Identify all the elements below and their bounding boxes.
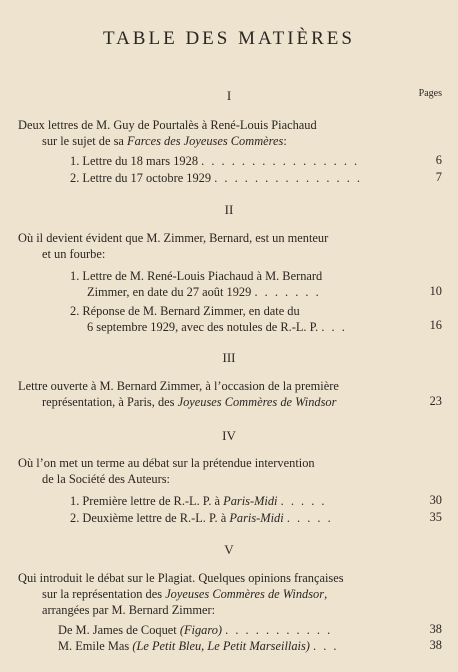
heading-line: représentation, à Paris, des Joyeuses Commères de Windsor (42, 395, 337, 409)
toc-entry[interactable]: 1. Première lettre de R.-L. P. à Paris-Midi . . . . . (70, 494, 327, 508)
page-number: 10 (429, 284, 442, 298)
heading-line: sur le sujet de sa Farces des Joyeuses Commères: (42, 134, 287, 148)
heading-line: Où l’on met un terme au débat sur la prétendue intervention (18, 456, 315, 470)
heading-line: et un fourbe: (42, 247, 106, 261)
section-numeral: III (222, 350, 236, 365)
page-number: 38 (429, 638, 442, 652)
section-heading (18, 230, 433, 262)
section-heading[interactable] (18, 378, 433, 410)
section-heading (18, 117, 433, 149)
heading-line: Lettre ouverte à M. Bernard Zimmer, à l’occasion de la première (18, 379, 339, 393)
heading-line: Deux lettres de M. Guy de Pourtalès à René-Louis Piachaud (18, 118, 317, 132)
section-numeral: V (224, 542, 234, 557)
heading-line: Qui introduit le débat sur le Plagiat. Quelques opinions françaises (18, 571, 344, 585)
toc-entry[interactable]: De M. James de Coquet (Figaro) . . . . . . . . . . . (58, 623, 333, 637)
toc-entry[interactable]: 1. Lettre du 18 mars 1928 . . . . . . . . . . . . . . . . (70, 154, 360, 168)
page-number: 23 (429, 394, 442, 408)
toc-entry[interactable]: M. Emile Mas (Le Petit Bleu, Le Petit Marseillais) . . . (58, 639, 339, 653)
section-numeral: II (224, 202, 234, 217)
page-title: TABLE DES MATIÈRES (103, 28, 355, 49)
section-numeral: I (226, 88, 232, 103)
toc-entry[interactable]: 1. Lettre de M. René-Louis Piachaud à M. Bernard Zimmer, en date du 27 août 1929 . . . . . . . (70, 269, 323, 299)
page-number: 6 (435, 153, 442, 167)
section-numeral: IV (222, 428, 236, 443)
page-number: 38 (429, 622, 442, 636)
page-number: 30 (429, 493, 442, 507)
pages-column-label: Pages (418, 88, 442, 99)
toc-entry[interactable]: 2. Deuxième lettre de R.-L. P. à Paris-Midi . . . . . (70, 511, 333, 525)
toc-entry[interactable]: 2. Lettre du 17 octobre 1929 . . . . . . . . . . . . . . . (70, 171, 363, 185)
heading-line: arrangées par M. Bernard Zimmer: (42, 603, 216, 617)
page-number: 35 (429, 510, 442, 524)
page-number: 16 (429, 318, 442, 332)
heading-line: sur la représentation des Joyeuses Commères de Windsor, (42, 587, 328, 601)
heading-line: Où il devient évident que M. Zimmer, Bernard, est un menteur (18, 231, 329, 245)
heading-line: de la Société des Auteurs: (42, 472, 171, 486)
toc-entry[interactable]: 2. Réponse de M. Bernard Zimmer, en date du 6 septembre 1929, avec des notules de R.-L. P. . . . (70, 304, 347, 334)
page-number: 7 (435, 170, 442, 184)
section-heading (18, 455, 433, 487)
section-heading (18, 570, 433, 618)
